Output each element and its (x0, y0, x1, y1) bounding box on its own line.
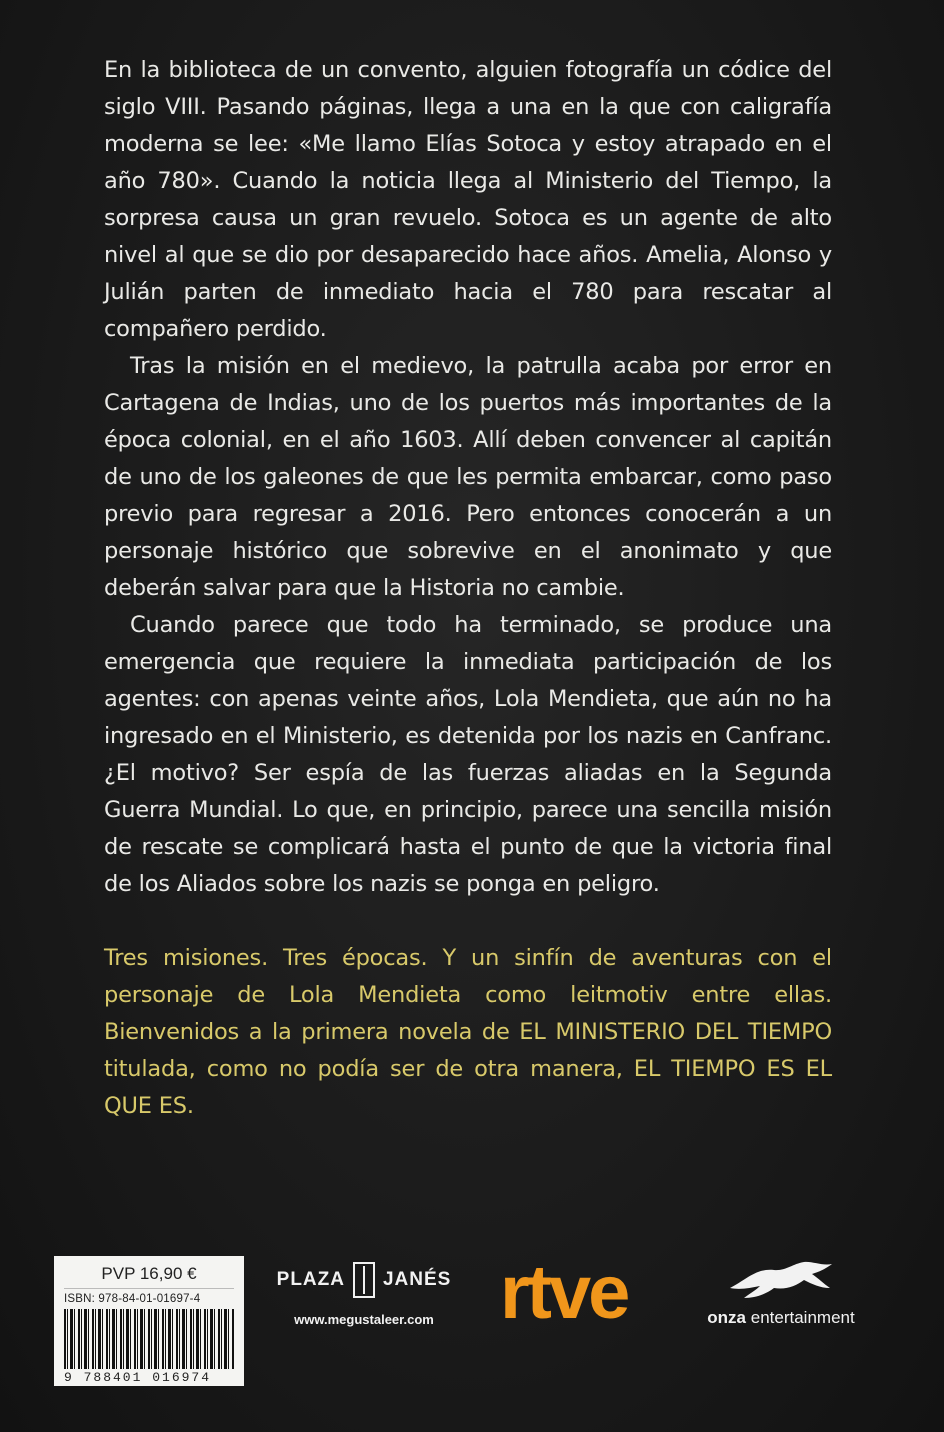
leaping-animal-icon (726, 1258, 836, 1302)
barcode-digits: 9 788401 016974 (64, 1370, 212, 1385)
isbn-label: ISBN: 978-84-01-01697-4 (64, 1293, 201, 1305)
rtve-logo: rtve (500, 1250, 628, 1335)
publisher-url: www.megustaleer.com (294, 1312, 434, 1327)
barcode-icon (64, 1309, 234, 1369)
synopsis-text (104, 52, 832, 903)
tagline-paragraph: Tres misiones. Tres épocas. Y un sinfín de aventuras con el personaje de Lola Mendieta como leitmotiv entre ellas. Bienvenidos a la primera novela de EL MINISTERIO DEL TIEMPO titulada, como no podía ser de otra manera, EL TIEMPO ES EL QUE ES. (104, 945, 832, 1119)
publisher-emblem-icon (353, 1262, 375, 1298)
price-label: PVP 16,90 € (64, 1264, 234, 1289)
publisher-logo (276, 1262, 452, 1327)
price-barcode-sticker (54, 1256, 244, 1386)
publisher-name-right: JANÉS (382, 1269, 452, 1290)
synopsis-paragraph-2: Tras la misión en el medievo, la patrulla acaba por error en Cartagena de Indias, uno de los puertos más importantes de la época colonial, en el año 1603. Allí deben convencer al capitán de uno de los galeones de que les permita embarcar, como paso previo para regresar a 2016. Pero entonces conocerán a un personaje histórico que sobrevive en el anonimato y que deberán salvar para que la Historia no cambie. (104, 353, 832, 601)
publisher-name-left: PLAZA (276, 1269, 345, 1290)
onza-suffix: entertainment (750, 1308, 855, 1327)
onza-brand: onza (707, 1308, 747, 1327)
synopsis-paragraph-1: En la biblioteca de un convento, alguien fotografía un códice del siglo VIII. Pasando páginas, llega a una en la que con caligrafía moderna se lee: «Me llamo Elías Sotoca y estoy atrapado en el año 780». Cuando la noticia llega al Ministerio del Tiempo, la sorpresa causa un gran revuelo. Sotoca es un agente de alto nivel al que se dio por desaparecido hace años. Amelia, Alonso y Julián parten de inmediato hacia el 780 para rescatar al compañero perdido. (104, 57, 832, 342)
onza-wordmark (686, 1308, 876, 1328)
tagline-text (104, 940, 832, 1125)
publisher-name (276, 1262, 452, 1298)
onza-entertainment-logo (686, 1258, 876, 1328)
synopsis-paragraph-3: Cuando parece que todo ha terminado, se produce una emergencia que requiere la inmediata participación de los agentes: con apenas veinte años, Lola Mendieta, que aún no ha ingresado en el Ministerio, es detenida por los nazis en Canfranc. ¿El motivo? Ser espía de las fuerzas aliadas en la Segunda Guerra Mundial. Lo que, en principio, parece una sencilla misión de rescate se complicará hasta el punto de que la victoria final de los Aliados sobre los nazis se ponga en peligro. (104, 612, 832, 897)
